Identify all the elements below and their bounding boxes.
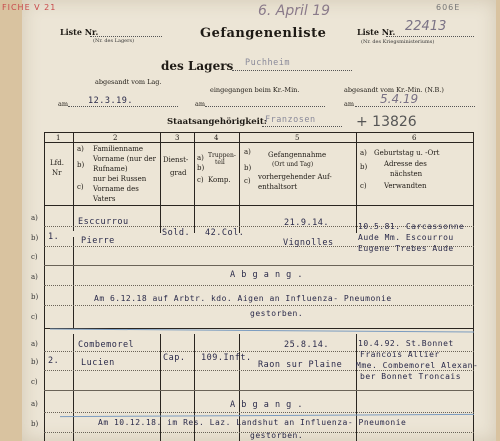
liste-nr-right-value: 22413 (405, 19, 447, 34)
entry-1-rank: Sold. (162, 228, 191, 238)
staat-label: Staatsangehörigkeit: (167, 117, 267, 127)
row-label-c-1b: c) (31, 313, 38, 321)
am-label-3: am (344, 100, 355, 108)
col4-b-label: b) (197, 164, 205, 172)
col6-a-label: a) (360, 149, 367, 157)
col4-truppen: Truppen- (208, 152, 236, 159)
col6-c-label: c) (360, 182, 367, 190)
des-lagers-value: Puchheim (245, 58, 290, 68)
entry-2-address-2: Mme. Combemorel Alexan- (356, 361, 479, 370)
col5-gefangennahme: Gefangennahme (268, 151, 327, 159)
col1-header-a: Lfd. (50, 159, 64, 167)
col2-familienname: Familienname (93, 145, 144, 153)
entry-1-number: 1. (48, 232, 60, 242)
des-lagers-label: des Lagers (161, 59, 234, 73)
entry-1-abgang-text: Am 6.12.18 auf Arbtr. kdo. Aigen an Influenza- Pneumonie (94, 294, 392, 303)
row-label-c-1: c) (31, 253, 38, 261)
col5-a-label: a) (244, 148, 251, 156)
entry-2-rank: Cap. (163, 353, 186, 363)
abgesandt-lag-label: abgesandt vom Lag. (95, 78, 162, 86)
archive-stamp-right: 606E (436, 3, 461, 12)
entry-1-capture-place: Vignolles (283, 238, 334, 248)
col1-header-b: Nr (52, 169, 62, 177)
ref-number: + 13826 (356, 114, 417, 130)
col4-a-label: a) (197, 154, 204, 162)
entry-2-abgang-text-2: gestorben. (250, 431, 304, 440)
col-number-6: 6 (412, 134, 417, 142)
row-label-a-1: a) (31, 214, 38, 222)
am-label-2: am (195, 100, 206, 108)
col6-naechsten: nächsten (390, 170, 423, 178)
entry-1-birth: 10.5.81. Carcassonne (358, 222, 465, 231)
col5-b-label: b) (244, 164, 252, 172)
col-number-4: 4 (214, 134, 219, 142)
entry-2-firstname: Lucien (81, 358, 115, 368)
col6-adresse: Adresse des (384, 160, 427, 168)
page-title: Gefangenenliste (200, 26, 327, 41)
abgesandt-min-label: abgesandt vom Kr.-Min. (N.B.) (344, 86, 444, 94)
row-label-b-2: b) (31, 358, 39, 366)
col2-a-label: a) (77, 145, 84, 153)
am-label-1: am (58, 100, 69, 108)
row-label-b-1b: b) (31, 293, 39, 301)
col6-b-label: b) (360, 163, 368, 171)
entry-1-address-2: Eugene Trebes Aude (358, 244, 454, 253)
col4-c-label: c) (197, 176, 204, 184)
col6-verwandten: Verwandten (384, 182, 427, 190)
col3-header-b: grad (170, 169, 187, 177)
col6-geburtstag: Geburtstag u. -Ort (374, 149, 440, 157)
col5-ort-tag: (Ort und Tag) (272, 161, 314, 168)
row-label-b-2b: b) (31, 420, 39, 428)
entry-2-birth: 10.4.92. St.Bonnet (358, 339, 454, 348)
am-value-1: 12.3.19. (88, 96, 133, 106)
liste-nr-right-sub: (Nr. des Kriegsministeriums) (361, 39, 435, 45)
entry-2-surname: Combemorel (78, 340, 135, 350)
liste-nr-right-label: Liste Nr. (357, 27, 396, 37)
staat-value: Franzosen (265, 115, 316, 125)
col2-vorname: Vorname (nur der Rufname) (93, 155, 156, 173)
entry-1-unit: 42.Col. (205, 228, 245, 238)
am-value-3: 5.4.19 (380, 92, 419, 106)
col-number-3: 3 (175, 134, 180, 142)
entry-1-address-1: Aude Mm. Escourrou (358, 233, 454, 242)
row-label-c-2: c) (31, 378, 38, 386)
col2-b-label: b) (77, 161, 85, 169)
entry-1-abgang-text-2: gestorben. (250, 309, 304, 318)
entry-2-capture-date: 25.8.14. (284, 340, 329, 350)
row-label-b-1: b) (31, 234, 39, 242)
col-number-5: 5 (295, 134, 300, 142)
liste-nr-left-label: Liste Nr. (60, 27, 99, 37)
col3-header-a: Dienst- (163, 156, 189, 164)
liste-nr-left-sub: (Nr. des Lagers) (93, 38, 135, 44)
entry-2-address-1: Francois Allier (360, 350, 440, 359)
entry-1-abgang: A b g a n g . (230, 270, 304, 280)
col4-teil: teil (215, 159, 225, 166)
entry-1-surname: Esccurrou (78, 217, 129, 227)
entry-1-firstname: Pierre (81, 236, 115, 246)
col-number-2: 2 (113, 134, 118, 142)
row-label-a-1b: a) (31, 273, 38, 281)
eingegangen-label: eingegangen beim Kr.-Min. (210, 86, 300, 94)
handwritten-date: 6. April 19 (258, 3, 331, 19)
archive-stamp-left: FICHE V 21 (2, 3, 57, 12)
entry-2-number: 2. (48, 356, 60, 366)
entry-2-abgang: A b g a n g . (230, 400, 304, 410)
entry-2-unit: 109.Inft. (201, 353, 252, 363)
row-label-a-2: a) (31, 340, 38, 348)
entry-2-abgang-text: Am 10.12.18. im Res. Laz. Landshut an Influenza- Pneumonie (98, 418, 407, 427)
row-label-a-2b: a) (31, 400, 38, 408)
col-number-1: 1 (56, 134, 61, 142)
col2-c-label: c) (77, 183, 84, 191)
col5-vorherg: vorhergehender Auf- (258, 173, 332, 181)
col5-aufenthalt: enthaltsort (258, 183, 298, 191)
col4-komp: Komp. (208, 176, 231, 184)
entry-2-capture-place: Raon sur Plaine (258, 360, 343, 370)
col5-c-label: c) (244, 177, 251, 185)
entry-2-address-3: ber Bonnet Troncais (360, 372, 462, 381)
col2-vater: nur bei Russen Vorname des Vaters (93, 175, 147, 203)
entry-1-capture-date: 21.9.14. (284, 218, 329, 228)
